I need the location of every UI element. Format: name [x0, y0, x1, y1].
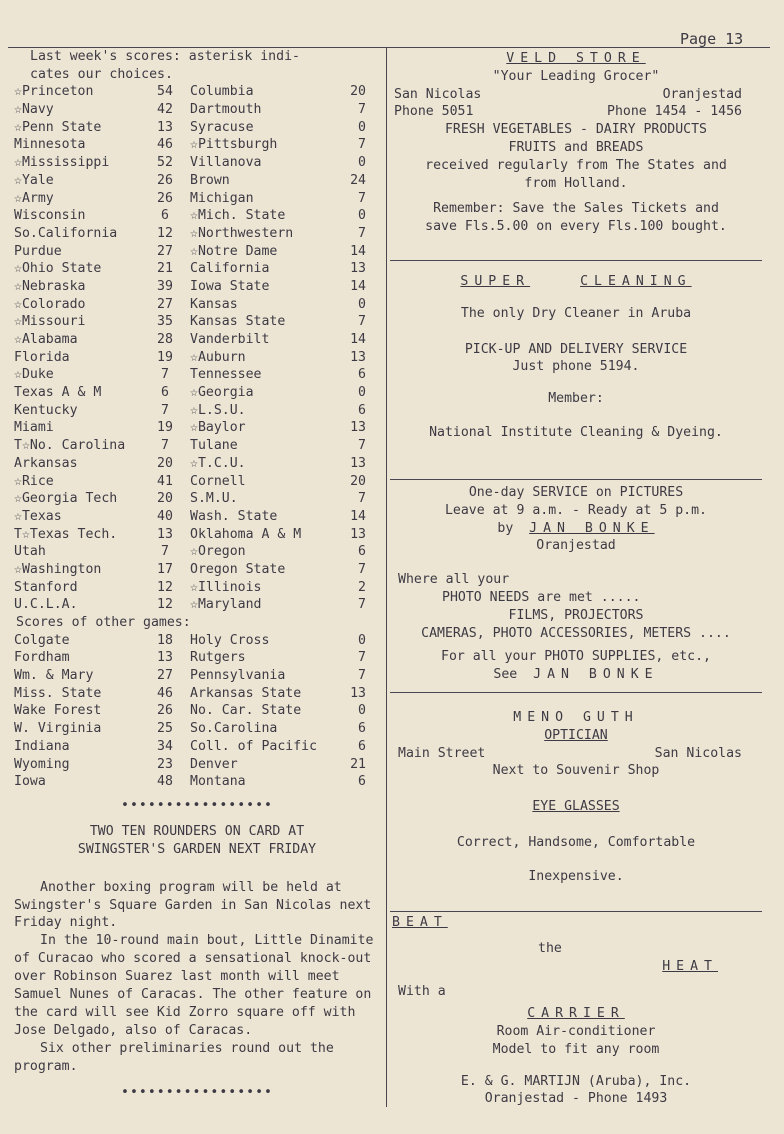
carrier-name: CARRIER: [527, 1006, 625, 1022]
score-b: 0: [358, 703, 366, 719]
meno-address-row: [390, 745, 762, 763]
team-a: Miss. State: [14, 685, 102, 701]
veld-line-4: from Holland.: [524, 175, 628, 191]
dots-divider-bottom: •••••••••••••••••: [121, 1084, 273, 1100]
score-row: [14, 83, 380, 101]
team-a: ☆Penn State: [14, 119, 102, 135]
bonke-by: by: [497, 520, 514, 536]
scores-intro: Last week's scores: asterisk indi- cates our choices.: [30, 49, 300, 82]
bonke-city: Oranjestad: [536, 538, 616, 554]
score-b: 6: [358, 721, 366, 737]
meno-left: Main Street: [398, 745, 486, 761]
score-row: [14, 331, 380, 349]
meno-line-3: Correct, Handsome, Comfortable: [456, 834, 696, 850]
team-a: ☆Duke: [14, 367, 54, 383]
score-b: 14: [350, 508, 366, 524]
veld-location-left: San Nicolas: [394, 86, 482, 102]
team-a: Indiana: [14, 738, 70, 754]
team-b: ☆Baylor: [190, 420, 246, 436]
score-a: 7: [161, 438, 169, 454]
team-b: S.M.U.: [190, 491, 238, 507]
team-b: Villanova: [190, 155, 262, 171]
bonke-by-row: [390, 520, 762, 538]
team-a: Wake Forest: [14, 703, 102, 719]
score-row: [14, 190, 380, 208]
score-a: 12: [157, 579, 173, 595]
team-a: Iowa: [14, 774, 46, 790]
team-b: ☆Georgia: [190, 385, 254, 401]
score-b: 13: [350, 455, 366, 471]
carrier-line-4: Oranjestad - Phone 1493: [484, 1091, 668, 1107]
team-a: ☆Texas: [14, 508, 62, 524]
rule-3: [390, 692, 762, 693]
super-cleaning-ad: [390, 273, 762, 479]
meno-name: MENO GUTH: [513, 710, 639, 725]
team-b: Iowa State: [190, 278, 270, 294]
carrier-line-3: E. & G. MARTIJN (Aruba), Inc.: [460, 1073, 692, 1089]
score-a: 18: [157, 632, 173, 648]
score-a: 6: [161, 208, 169, 224]
left-column: [14, 48, 380, 1109]
score-b: 13: [350, 261, 366, 277]
score-b: 24: [350, 172, 366, 188]
score-b: 14: [350, 332, 366, 348]
team-b: California: [190, 261, 270, 277]
team-a: So.California: [14, 225, 118, 241]
meno-guth-ad: [390, 709, 762, 911]
score-a: 23: [157, 756, 173, 772]
rule-4: [390, 911, 762, 912]
team-b: Denver: [190, 756, 238, 772]
right-column: [390, 48, 762, 1134]
score-b: 7: [358, 668, 366, 684]
score-row: [14, 119, 380, 137]
bonke-line-7: For all your PHOTO SUPPLIES, etc.,: [441, 649, 711, 665]
team-b: Michigan: [190, 190, 254, 206]
veld-phone-left: Phone 5051: [394, 104, 474, 120]
bonke-see-row: [390, 666, 762, 684]
score-a: 39: [157, 278, 173, 294]
team-b: Kansas: [190, 296, 238, 312]
score-b: 0: [358, 119, 366, 135]
score-row: [14, 402, 380, 420]
team-a: Wyoming: [14, 756, 70, 772]
score-row: [14, 773, 380, 791]
bonke-see: See: [493, 667, 518, 683]
score-a: 19: [157, 349, 173, 365]
score-a: 13: [157, 650, 173, 666]
team-a: Florida: [14, 349, 70, 365]
score-row: [14, 313, 380, 331]
score-row: [14, 526, 380, 544]
team-b: ☆Illinois: [190, 579, 262, 595]
meno-sub: OPTICIAN: [544, 727, 608, 743]
score-a: 27: [157, 668, 173, 684]
team-b: ☆Mich. State: [190, 208, 286, 224]
score-b: 7: [358, 137, 366, 153]
veld-line-5: Remember: Save the Sales Tickets and: [433, 201, 719, 217]
score-a: 41: [157, 473, 173, 489]
score-a: 7: [161, 402, 169, 418]
team-a: ☆Washington: [14, 561, 102, 577]
score-row: [14, 667, 380, 685]
team-a: ☆Navy: [14, 102, 54, 118]
score-row: [14, 649, 380, 667]
score-b: 6: [358, 774, 366, 790]
veld-line-2: FRUITS and BREADS: [508, 139, 644, 155]
veld-store-name: VELD STORE: [506, 51, 646, 66]
score-row: [14, 579, 380, 597]
score-a: 46: [157, 137, 173, 153]
score-row: [14, 101, 380, 119]
score-row: [14, 455, 380, 473]
veld-location-right: Oranjestad: [662, 86, 742, 102]
score-a: 54: [157, 84, 173, 100]
team-a: T☆Texas Tech.: [14, 526, 118, 542]
carrier-line-1: Room Air-conditioner: [496, 1023, 656, 1039]
score-row: [14, 349, 380, 367]
team-a: ☆Yale: [14, 172, 54, 188]
score-b: 7: [358, 102, 366, 118]
score-b: 14: [350, 243, 366, 259]
score-a: 26: [157, 172, 173, 188]
rule-2: [390, 479, 762, 480]
score-row: [14, 419, 380, 437]
score-a: 7: [161, 367, 169, 383]
team-a: T☆No. Carolina: [14, 438, 126, 454]
score-b: 7: [358, 491, 366, 507]
team-b: Dartmouth: [190, 102, 262, 118]
team-a: Arkansas: [14, 455, 78, 471]
score-row: [14, 756, 380, 774]
score-row: [14, 207, 380, 225]
veld-store-ad: [390, 50, 762, 260]
boxing-headline: TWO TEN ROUNDERS ON CARD AT SWINGSTER'S GARDEN NEXT FRIDAY: [77, 823, 317, 857]
team-b: Rutgers: [190, 650, 246, 666]
team-b: Kansas State: [190, 314, 286, 330]
super-line-2: PICK-UP AND DELIVERY SERVICE: [464, 341, 688, 357]
score-b: 20: [350, 84, 366, 100]
veld-line-6: save Fls.5.00 on every Fls.100 bought.: [425, 219, 727, 235]
score-a: 12: [157, 597, 173, 613]
score-row: [14, 384, 380, 402]
carrier-line-2: Model to fit any room: [492, 1041, 660, 1057]
super-line-3: Just phone 5194.: [512, 359, 640, 375]
team-b: Arkansas State: [190, 685, 302, 701]
score-row: [14, 225, 380, 243]
score-a: 21: [157, 261, 173, 277]
team-a: ☆Rice: [14, 473, 54, 489]
score-b: 0: [358, 155, 366, 171]
team-b: Tennessee: [190, 367, 262, 383]
super-line-5: National Institute Cleaning & Dyeing.: [429, 424, 723, 440]
team-a: U.C.L.A.: [14, 597, 78, 613]
team-b: Columbia: [190, 84, 254, 100]
team-b: ☆Notre Dame: [190, 243, 278, 259]
score-row: [14, 154, 380, 172]
score-b: 20: [350, 473, 366, 489]
team-b: Wash. State: [190, 508, 278, 524]
score-b: 7: [358, 314, 366, 330]
team-a: ☆Nebraska: [14, 278, 86, 294]
carrier-heat: HEAT: [662, 958, 718, 974]
team-a: ☆Alabama: [14, 332, 78, 348]
team-b: Pennsylvania: [190, 668, 286, 684]
score-b: 21: [350, 756, 366, 772]
meno-line-4: Inexpensive.: [528, 868, 624, 884]
veld-line-3: received regularly from The States and: [425, 157, 727, 173]
team-b: Oklahoma A & M: [190, 526, 302, 542]
boxing-paragraph-1: Another boxing program will be held at Swingster's Square Garden in San Nicolas next Friday night.: [14, 879, 372, 931]
bonke-line-3: Where all your: [398, 572, 510, 588]
score-b: 13: [350, 349, 366, 365]
score-b: 6: [358, 544, 366, 560]
score-a: 7: [161, 544, 169, 560]
score-b: 2: [358, 579, 366, 595]
team-a: Texas A & M: [14, 385, 102, 401]
score-a: 26: [157, 190, 173, 206]
team-b: ☆Pittsburgh: [190, 137, 278, 153]
score-row: [14, 596, 380, 614]
column-divider: [386, 47, 387, 1107]
score-row: [14, 720, 380, 738]
team-b: Montana: [190, 774, 246, 790]
bonke-line-2: Leave at 9 a.m. - Ready at 5 p.m.: [444, 502, 707, 518]
team-a: ☆Missouri: [14, 314, 86, 330]
score-row: [14, 508, 380, 526]
bonke-line-1: One-day SERVICE on PICTURES: [468, 485, 684, 500]
team-b: Syracuse: [190, 119, 254, 135]
boxing-story: [14, 879, 380, 1076]
meno-line-2: EYE GLASSES: [532, 799, 620, 815]
score-a: 52: [157, 155, 173, 171]
bonke-line-4: PHOTO NEEDS are met .....: [442, 589, 641, 605]
score-row: [14, 738, 380, 756]
score-b: 13: [350, 685, 366, 701]
team-a: ☆Georgia Tech: [14, 491, 118, 507]
team-b: ☆Northwestern: [190, 225, 294, 241]
score-b: 13: [350, 526, 366, 542]
team-a: Stanford: [14, 579, 78, 595]
score-b: 7: [358, 597, 366, 613]
score-a: 34: [157, 738, 173, 754]
score-a: 17: [157, 561, 173, 577]
score-a: 12: [157, 225, 173, 241]
team-a: ☆Colorado: [14, 296, 86, 312]
super-title-1: SUPER: [460, 274, 531, 289]
score-row: [14, 172, 380, 190]
score-a: 48: [157, 774, 173, 790]
team-a: Wm. & Mary: [14, 668, 94, 684]
score-b: 7: [358, 225, 366, 241]
score-b: 7: [358, 438, 366, 454]
carrier-the: the: [538, 940, 562, 956]
team-b: No. Car. State: [190, 703, 302, 719]
score-b: 0: [358, 385, 366, 401]
team-a: ☆Princeton: [14, 84, 94, 100]
team-b: Coll. of Pacific: [190, 738, 318, 754]
team-b: ☆Maryland: [190, 597, 262, 613]
rule-1: [390, 260, 762, 261]
team-b: Cornell: [190, 473, 246, 489]
team-a: Colgate: [14, 632, 70, 648]
veld-phone-row: [390, 103, 762, 121]
team-b: Oregon State: [190, 561, 286, 577]
score-b: 7: [358, 190, 366, 206]
team-a: Fordham: [14, 650, 70, 666]
score-b: 7: [358, 561, 366, 577]
super-title-2: CLEANING: [580, 274, 692, 289]
bonke-line-5: FILMS, PROJECTORS: [508, 607, 644, 623]
bonke-line-6: CAMERAS, PHOTO ACCESSORIES, METERS ....: [421, 625, 731, 641]
score-a: 20: [157, 455, 173, 471]
score-row: [14, 278, 380, 296]
team-b: ☆L.S.U.: [190, 402, 246, 418]
boxing-paragraph-3: Six other preliminaries round out the program.: [14, 1040, 334, 1074]
score-b: 6: [358, 738, 366, 754]
score-a: 25: [157, 721, 173, 737]
score-a: 28: [157, 332, 173, 348]
bonke-name-2: JAN BONKE: [533, 667, 659, 683]
carrier-ad: [390, 914, 762, 1134]
score-row: [14, 260, 380, 278]
score-a: 35: [157, 314, 173, 330]
team-a: Wisconsin: [14, 208, 86, 224]
score-b: 6: [358, 367, 366, 383]
score-a: 19: [157, 420, 173, 436]
score-row: [14, 632, 380, 650]
score-row: [14, 437, 380, 455]
dots-divider: •••••••••••••••••: [121, 797, 273, 813]
score-a: 20: [157, 491, 173, 507]
team-a: ☆Ohio State: [14, 261, 102, 277]
score-b: 0: [358, 296, 366, 312]
score-row: [14, 136, 380, 154]
score-b: 0: [358, 632, 366, 648]
super-line-4: Member:: [548, 391, 604, 407]
score-a: 13: [157, 119, 173, 135]
jan-bonke-ad: [390, 484, 762, 692]
team-a: Utah: [14, 544, 46, 560]
score-a: 6: [161, 385, 169, 401]
boxing-paragraph-2: In the 10-round main bout, Little Dinamite of Curacao who scored a sensational knock-out over Robinson Suarez last month will meet Samuel Nunes of Caracas. The other feature on the card will see Kid Zorro square off with Jose Delgado, also of Caracas.: [14, 933, 374, 1038]
veld-location-row: [390, 86, 762, 104]
team-a: W. Virginia: [14, 721, 102, 737]
score-row: [14, 561, 380, 579]
super-cleaning-title: [390, 273, 762, 291]
other-scores-table: [14, 632, 380, 791]
score-a: 27: [157, 296, 173, 312]
team-b: ☆Oregon: [190, 544, 246, 560]
page-number: Page 13: [680, 30, 744, 48]
veld-store-tagline: "Your Leading Grocer": [492, 68, 660, 84]
team-b: Brown: [190, 172, 230, 188]
score-a: 42: [157, 102, 173, 118]
team-a: Kentucky: [14, 402, 78, 418]
team-a: ☆Army: [14, 190, 54, 206]
main-scores-table: [14, 83, 380, 614]
team-b: So.Carolina: [190, 721, 278, 737]
team-b: ☆Auburn: [190, 349, 246, 365]
score-b: 13: [350, 420, 366, 436]
score-row: [14, 243, 380, 261]
team-b: Vanderbilt: [190, 332, 270, 348]
score-row: [14, 473, 380, 491]
carrier-with: With a: [398, 984, 446, 1000]
veld-line-1: FRESH VEGETABLES - DAIRY PRODUCTS: [444, 122, 707, 138]
other-scores-heading: Scores of other games:: [16, 615, 191, 631]
team-a: Minnesota: [14, 137, 86, 153]
super-line-1: The only Dry Cleaner in Aruba: [460, 305, 692, 321]
carrier-beat: BEAT: [392, 915, 448, 930]
score-row: [14, 490, 380, 508]
score-a: 26: [157, 703, 173, 719]
team-b: Tulane: [190, 438, 238, 454]
team-a: Miami: [14, 420, 54, 436]
score-a: 27: [157, 243, 173, 259]
score-b: 0: [358, 208, 366, 224]
score-a: 46: [157, 685, 173, 701]
team-a: ☆Mississippi: [14, 155, 110, 171]
score-row: [14, 296, 380, 314]
score-b: 7: [358, 650, 366, 666]
team-b: Holy Cross: [190, 632, 270, 648]
team-b: ☆T.C.U.: [190, 455, 246, 471]
score-b: 6: [358, 402, 366, 418]
bonke-name: JAN BONKE: [529, 520, 655, 536]
veld-phone-right: Phone 1454 - 1456: [607, 104, 742, 120]
score-a: 40: [157, 508, 173, 524]
score-row: [14, 543, 380, 561]
score-row: [14, 685, 380, 703]
score-row: [14, 366, 380, 384]
meno-line-1: Next to Souvenir Shop: [492, 763, 660, 779]
meno-right: San Nicolas: [654, 745, 742, 761]
team-a: Purdue: [14, 243, 62, 259]
score-row: [14, 702, 380, 720]
score-a: 13: [157, 526, 173, 542]
score-b: 14: [350, 278, 366, 294]
